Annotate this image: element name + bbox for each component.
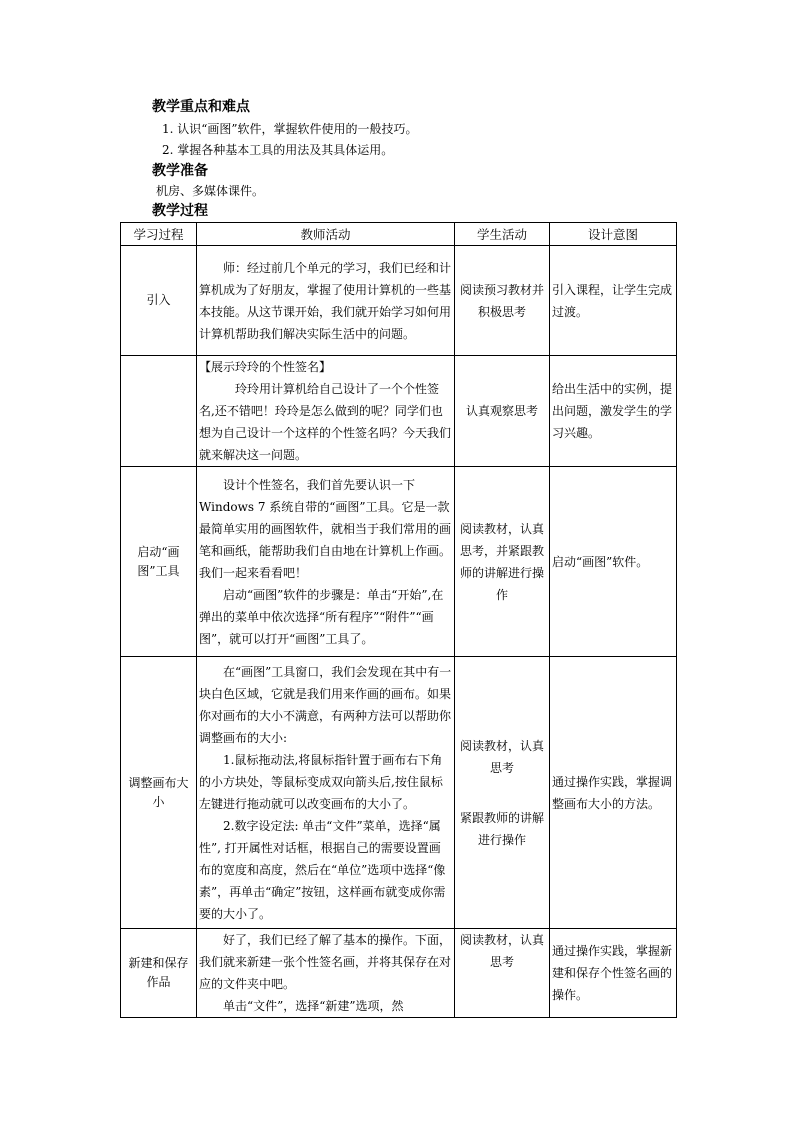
teacher-paragraph: 玲玲用计算机给自己设计了一个个性签名,还不错吧！玲玲是怎么做到的呢？同学们也想为自己设计一个这样的个性签名吗？今天我们就来解决这一问题。 [199,382,452,462]
table-row [121,929,677,1018]
student-spacer [457,779,547,807]
key-point-2: 2. 掌握各种基本工具的用法及其具体运用。 [162,143,394,157]
lesson-process-table [120,222,677,1018]
teacher-cell [197,657,455,929]
teacher-paragraph: 单击“文件”，选择“新建”选项，然 [223,999,404,1013]
table-row [121,356,677,467]
teacher-cell [197,356,455,467]
heading-key-points: 教学重点和难点 [152,99,250,115]
teacher-paragraph: 2.数字设定法: 单击“文件”菜单，选择“属性”, 打开属性对话框，根据自己的需要设置画布的宽度和高度，然后在“单位”选项中选择“像素”，再单击“确定”按钮，这样画布就变成你需要的大小了。 [199,818,446,921]
stage-cell: 新建和保存作品 [121,929,197,1018]
design-cell: 引入课程，让学生完成过渡。 [550,246,677,356]
stage-cell: 调整画布大小 [121,657,197,929]
teacher-paragraph: 师：经过前几个单元的学习，我们已经和计算机成为了好朋友，掌握了使用计算机的一些基本技能。从这节课开始，我们就开始学习如何用计算机帮助我们解决实际生活中的问题。 [199,260,452,341]
teacher-cell [197,929,455,1018]
preparation-text: 机房、多媒体课件。 [156,184,265,198]
student-cell [455,356,550,467]
header-student: 学生活动 [455,223,550,246]
stage-cell: 引入 [121,246,197,356]
teacher-paragraph: 设计个性签名，我们首先要认识一下Windows 7 系统自带的“画图”工具。它是一款最简单实用的画图软件，就相当于我们常用的画笔和画纸，能帮助我们自由地在计算机上作画。我们一起来看看吧！ [199,477,452,580]
student-text: 紧跟教师的讲解进行操作 [459,810,544,847]
header-design: 设计意图 [550,223,677,246]
student-text: 阅读教材，认真思考 [459,933,544,969]
stage-cell [121,356,197,467]
header-teacher: 教师活动 [197,223,455,246]
design-cell: 给出生活中的实例，提出问题，激发学生的学习兴趣。 [550,356,677,467]
heading-process: 教学过程 [152,203,208,219]
table-row [121,657,677,929]
teacher-paragraph: 启动“画图”软件的步骤是：单击“开始”,在弹出的菜单中依次选择“所有程序”“附件”“画图”，就可以打开“画图”工具了。 [199,587,444,646]
teacher-paragraph: 在“画图”工具窗口，我们会发现在其中有一块白色区域，它就是我们用来作画的画布。如果你对画布的大小不满意，有两种方法可以帮助你调整画布的大小: [199,664,452,745]
student-cell [455,246,550,356]
student-text: 阅读教材，认真思考，并紧跟教师的讲解进行操作 [459,521,544,602]
student-text: 认真观察思考 [465,404,538,418]
table-header-row [121,223,677,246]
design-cell: 启动“画图”软件。 [550,467,677,657]
header-stage: 学习过程 [121,223,197,246]
stage-cell: 启动“画图”工具 [121,467,197,657]
teacher-cell [197,246,455,356]
teacher-paragraph: 好了，我们已经了解了基本的操作。下面，我们就来新建一张个性签名画，并将其保存在对应的文件夹中吧。 [199,933,452,991]
student-text: 阅读预习教材并积极思考 [459,282,544,319]
table-row [121,467,677,657]
student-cell [455,657,550,929]
key-point-1: 1. 认识“画图”软件，掌握软件使用的一般技巧。 [162,122,418,136]
teacher-title: 【展示玲玲的个性签名】 [199,360,332,374]
heading-preparation: 教学准备 [152,163,208,179]
student-text: 阅读教材，认真思考 [459,738,544,775]
table-row [121,246,677,356]
student-cell [455,929,550,1018]
design-cell: 通过操作实践，掌握新建和保存个性签名画的操作。 [550,929,677,1018]
teacher-paragraph: 1.鼠标拖动法,将鼠标指针置于画布右下角的小方块处，等鼠标变成双向箭头后,按住鼠标左键进行拖动就可以改变画布的大小了。 [199,752,443,811]
teacher-cell [197,467,455,657]
design-cell: 通过操作实践，掌握调整画布大小的方法。 [550,657,677,929]
student-cell [455,467,550,657]
